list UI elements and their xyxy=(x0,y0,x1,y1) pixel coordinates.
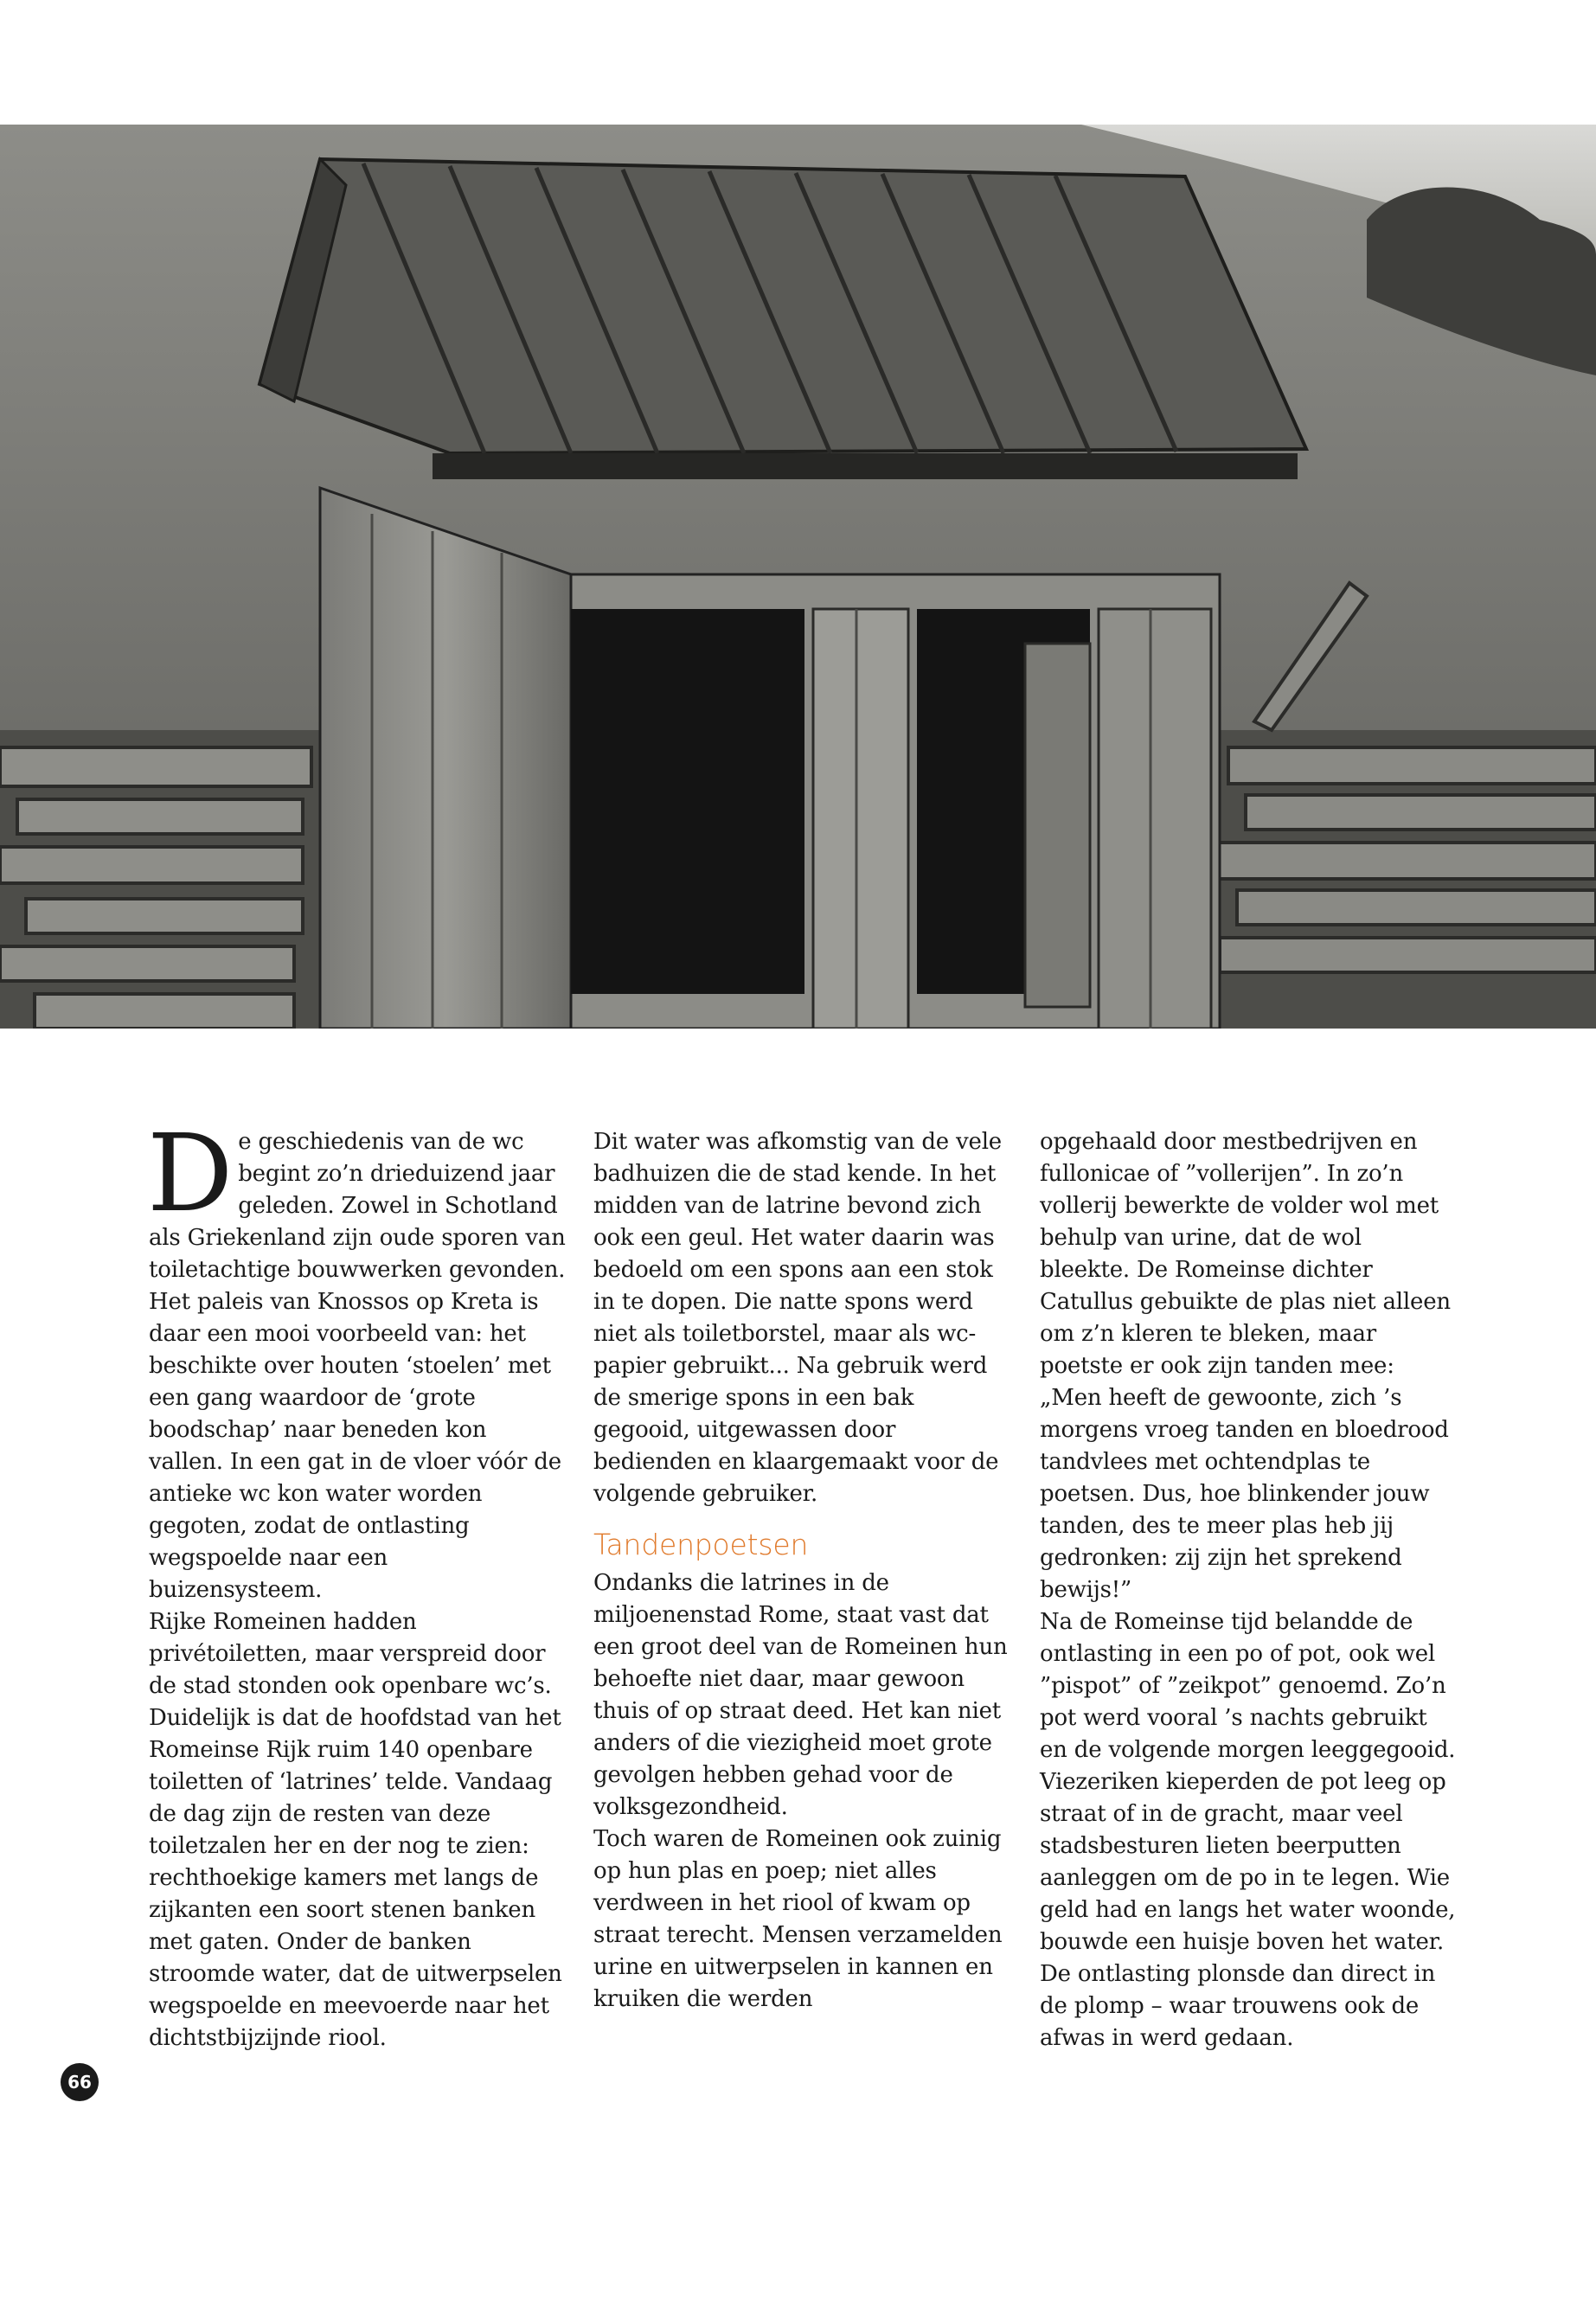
drop-cap: D xyxy=(147,1112,234,1236)
paragraph-text: e geschiedenis van de wc begint zo’n drieduizend jaar geleden. Zowel in Schotland als Griekenland zijn oude sporen van toiletachtige bouwwerken gevonden. Het paleis van Knossos op Kreta is daar een mooi voorbeeld van: het beschikte over houten ‘stoelen’ met een gang waardoor de ‘grote boodschap’ naar beneden kon vallen. In een gat in de vloer vóór de antieke wc kon water worden gegoten, zodat de ontlasting wegspoelde naar een buizensysteem. xyxy=(149,1129,566,1603)
article-column-1 xyxy=(147,1112,566,2054)
article-column-2 xyxy=(593,1126,1010,2016)
paragraph: Toch waren de Romeinen ook zuinig op hun plas en poep; niet alles verdween in het riool of kwam op straat terecht. Mensen verzamelden urine en uitwerpselen in kannen en kruiken die werden xyxy=(593,1826,1003,2012)
paragraph: opgehaald door mestbedrijven en fullonicae of ”vollerijen”. In zo’n vollerij bewerkte de volder wol met behulp van urine, dat de wol bleekte. De Romeinse dichter Catullus gebuikte de plas niet alleen om z’n kleren te bleken, maar poetste er ook zijn tanden mee: „Men heeft de gewoonte, zich ’s morgens vroeg tanden en bloedrood tandvlees met ochtendplas te poetsen. Dus, hoe blinkender jouw tanden, des te meer plas heb jij gedronken: zij zijn het sprekend bewijs!” xyxy=(1040,1129,1451,1603)
intro-paragraph xyxy=(147,1112,566,1606)
paragraph: Ondanks die latrines in de miljoenenstad Rome, staat vast dat een groot deel van de Romeinen hun behoefte niet daar, maar gewoon thuis of op straat deed. Het kan niet anders of die viezigheid moet grote gevolgen hebben gehad voor de volksgezondheid. xyxy=(593,1570,1008,1820)
paragraph: Dit water was afkomstig van de vele badhuizen die de stad kende. In het midden van de latrine bevond zich ook een geul. Het water daarin was bedoeld om een spons aan een stok in te dopen. Die natte spons werd niet als toiletborstel, maar als wc-papier gebruikt... Na gebruik werd de smerige spons in een bak gegooid, uitgewassen door bedienden en klaargemaakt voor de volgende gebruiker. xyxy=(593,1129,1002,1507)
outhouse-illustration xyxy=(0,125,1596,1029)
section-heading: Tandenpoetsen xyxy=(593,1528,809,1561)
article-column-3 xyxy=(1040,1126,1457,2054)
page-number: 66 xyxy=(61,2063,99,2101)
paragraph: Rijke Romeinen hadden privétoiletten, maar verspreid door de stad stonden ook openbare wc’s. Duidelijk is dat de hoofdstad van het Romeinse Rijk ruim 140 openbare toiletten of ‘latrines’ telde. Vandaag de dag zijn de resten van deze toiletzalen her en der nog te zien: rechthoekige kamers met langs de zijkanten een soort stenen banken met gaten. Onder de banken stroomde water, dat de uitwerpselen wegspoelde en meevoerde naar het dichtstbijzijnde riool. xyxy=(149,1609,562,2051)
paragraph: Na de Romeinse tijd belandde de ontlasting in een po of pot, ook wel ”pispot” of ”zeikpot” genoemd. Zo’n pot werd vooral ’s nachts gebruikt en de volgende morgen leeggegooid. Viezeriken kieperden de pot leeg op straat of in de gracht, maar veel stadsbesturen lieten beerputten aanleggen om de po in te legen. Wie geld had en langs het water woonde, bouwde een huisje boven het water. De ontlasting plonsde dan direct in de plomp – waar trouwens ook de afwas in werd gedaan. xyxy=(1040,1609,1456,2051)
outhouse-photo xyxy=(0,125,1596,1029)
